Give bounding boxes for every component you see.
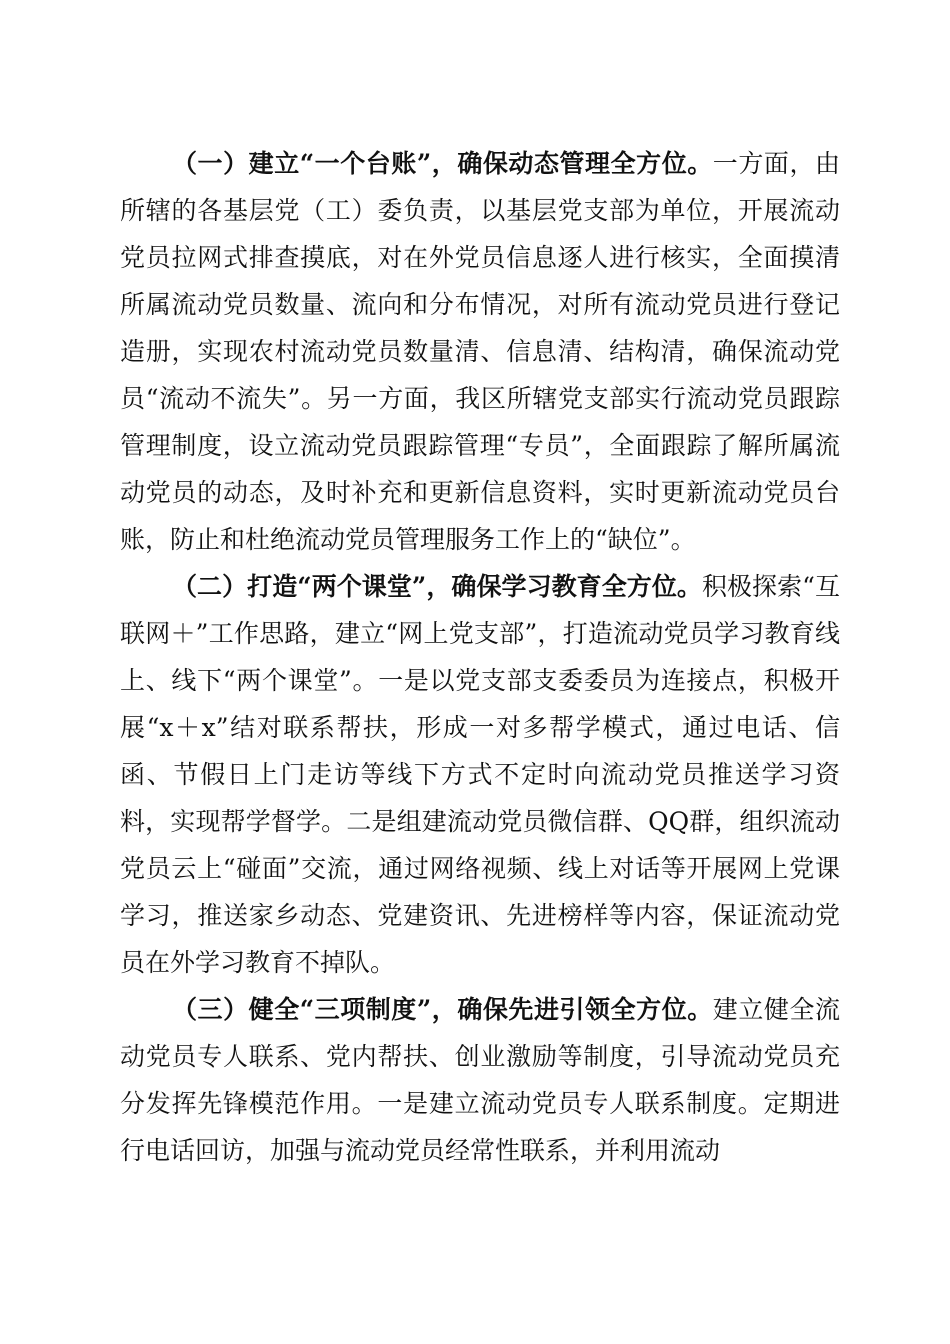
- paragraph-3: [120, 986, 840, 1174]
- paragraph-2-body: 积极探索“互联网＋”工作思路，建立“网上党支部”，打造流动党员学习教育线上、线下“两个课堂”。一是以党支部支委委员为连接点，积极开展“x＋x”结对联系帮扶，形成一对多帮学模式，通过电话、信函、节假日上门走访等线下方式不定时向流动党员推送学习资料，实现帮学督学。二是组建流动党员微信群、QQ群，组织流动党员云上“碰面”交流，通过网络视频、线上对话等开展网上党课学习，推送家乡动态、党建资讯、先进榜样等内容，保证流动党员在外学习教育不掉队。: [120, 572, 841, 977]
- paragraph-3-body: 建立健全流动党员专人联系、党内帮扶、创业激励等制度，引导流动党员充分发挥先锋模范作用。一是建立流动党员专人联系制度。定期进行电话回访，加强与流动党员经常性联系，并利用流动: [120, 995, 840, 1165]
- paragraph-2-heading: （二）打造“两个课堂”，确保学习教育全方位。: [172, 572, 702, 601]
- paragraph-3-heading: （三）健全“三项制度”，确保先进引领全方位。: [172, 995, 713, 1024]
- paragraph-1-body: 一方面，由所辖的各基层党（工）委负责，以基层党支部为单位，开展流动党员拉网式排查摸底，对在外党员信息逐人进行核实，全面摸清所属流动党员数量、流向和分布情况，对所有流动党员进行登记造册，实现农村流动党员数量清、信息清、结构清，确保流动党员“流动不流失”。另一方面，我区所辖党支部实行流动党员跟踪管理制度，设立流动党员跟踪管理“专员”，全面跟踪了解所属流动党员的动态，及时补充和更新信息资料，实时更新流动党员台账，防止和杜绝流动党员管理服务工作上的“缺位”。: [120, 149, 840, 554]
- document-page: [120, 140, 840, 1174]
- paragraph-1: [120, 140, 840, 563]
- paragraph-2: [120, 563, 840, 986]
- paragraph-1-heading: （一）建立“一个台账”，确保动态管理全方位。: [172, 149, 713, 178]
